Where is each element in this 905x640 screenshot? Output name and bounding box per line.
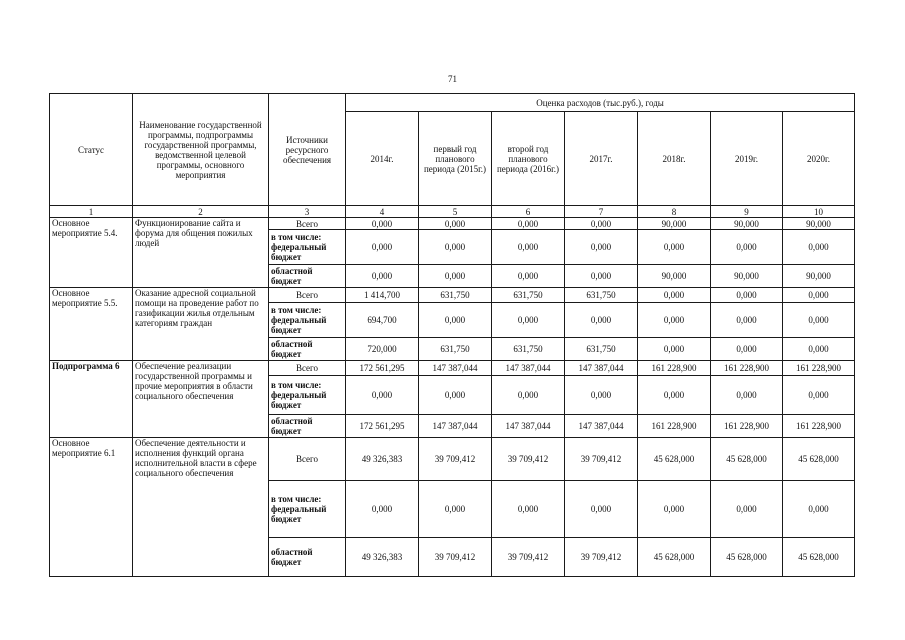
- source-cell: областной бюджет: [269, 265, 346, 288]
- row-status: Основное мероприятие 5.4.: [50, 218, 133, 288]
- source-cell: Всего: [269, 288, 346, 303]
- value-cell: 45 628,000: [783, 538, 855, 577]
- value-cell: 161 228,900: [783, 415, 855, 438]
- value-cell: 631,750: [492, 288, 565, 303]
- value-cell: 0,000: [492, 303, 565, 338]
- column-number: 9: [711, 206, 783, 218]
- value-cell: 45 628,000: [638, 438, 711, 481]
- row-name: Оказание адресной социальной помощи на проведение работ по газификации жилья отдельным категориям граждан: [133, 288, 269, 361]
- value-cell: 0,000: [419, 218, 492, 230]
- source-cell: в том числе: федеральный бюджет: [269, 376, 346, 415]
- column-number: 3: [269, 206, 346, 218]
- table-row: [50, 218, 855, 230]
- source-cell: областной бюджет: [269, 338, 346, 361]
- source-cell: Всего: [269, 218, 346, 230]
- value-cell: 0,000: [783, 303, 855, 338]
- value-cell: 0,000: [638, 338, 711, 361]
- value-cell: 147 387,044: [492, 415, 565, 438]
- value-cell: 161 228,900: [638, 361, 711, 376]
- value-cell: 90,000: [711, 218, 783, 230]
- column-number: 7: [565, 206, 638, 218]
- value-cell: 0,000: [492, 265, 565, 288]
- value-cell: 694,700: [346, 303, 419, 338]
- source-cell: в том числе: федеральный бюджет: [269, 481, 346, 538]
- value-cell: 0,000: [492, 481, 565, 538]
- value-cell: 0,000: [565, 303, 638, 338]
- header-name: Наименование государственной программы, подпрограммы государственной программы, ведомственной целевой программы, основного мероприятия: [133, 94, 269, 206]
- value-cell: 0,000: [346, 376, 419, 415]
- value-cell: 0,000: [711, 338, 783, 361]
- value-cell: 631,750: [419, 288, 492, 303]
- value-cell: 147 387,044: [565, 415, 638, 438]
- value-cell: 161 228,900: [783, 361, 855, 376]
- value-cell: 0,000: [783, 481, 855, 538]
- value-cell: 90,000: [638, 218, 711, 230]
- value-cell: 0,000: [638, 230, 711, 265]
- row-name: Обеспечение деятельности и исполнения функций органа исполнительной власти в сфере социального обеспечения: [133, 438, 269, 577]
- value-cell: 0,000: [346, 218, 419, 230]
- source-cell: в том числе: федеральный бюджет: [269, 303, 346, 338]
- value-cell: 631,750: [492, 338, 565, 361]
- source-cell: Всего: [269, 361, 346, 376]
- value-cell: 45 628,000: [711, 438, 783, 481]
- header-estimate: Оценка расходов (тыс.руб.), годы: [346, 94, 855, 112]
- source-cell: областной бюджет: [269, 415, 346, 438]
- value-cell: 1 414,700: [346, 288, 419, 303]
- value-cell: 45 628,000: [638, 538, 711, 577]
- table-row: [50, 288, 855, 303]
- source-cell: Всего: [269, 438, 346, 481]
- value-cell: 720,000: [346, 338, 419, 361]
- value-cell: 0,000: [419, 303, 492, 338]
- value-cell: 0,000: [711, 288, 783, 303]
- value-cell: 0,000: [346, 265, 419, 288]
- table-row: [50, 438, 855, 481]
- value-cell: 0,000: [638, 376, 711, 415]
- value-cell: 45 628,000: [783, 438, 855, 481]
- source-cell: в том числе: федеральный бюджет: [269, 230, 346, 265]
- value-cell: 0,000: [565, 376, 638, 415]
- table-row: [50, 361, 855, 376]
- value-cell: 0,000: [783, 230, 855, 265]
- value-cell: 39 709,412: [565, 538, 638, 577]
- value-cell: 39 709,412: [492, 438, 565, 481]
- value-cell: 90,000: [783, 218, 855, 230]
- value-cell: 0,000: [492, 218, 565, 230]
- value-cell: 147 387,044: [419, 415, 492, 438]
- column-number: 2: [133, 206, 269, 218]
- value-cell: 49 326,383: [346, 438, 419, 481]
- header-year: первый год планового периода (2015г.): [419, 112, 492, 206]
- value-cell: 631,750: [565, 288, 638, 303]
- value-cell: 0,000: [565, 265, 638, 288]
- column-number: 10: [783, 206, 855, 218]
- value-cell: 0,000: [565, 218, 638, 230]
- value-cell: 0,000: [711, 376, 783, 415]
- header-year: второй год планового периода (2016г.): [492, 112, 565, 206]
- row-name: Функционирование сайта и форума для общения пожилых людей: [133, 218, 269, 288]
- header-row-1: [50, 94, 855, 112]
- value-cell: 161 228,900: [711, 415, 783, 438]
- value-cell: 90,000: [783, 265, 855, 288]
- value-cell: 0,000: [638, 288, 711, 303]
- value-cell: 631,750: [565, 338, 638, 361]
- page-number: 71: [448, 74, 457, 84]
- value-cell: 0,000: [419, 376, 492, 415]
- header-year: 2014г.: [346, 112, 419, 206]
- header-year: 2017г.: [565, 112, 638, 206]
- value-cell: 0,000: [419, 481, 492, 538]
- value-cell: 0,000: [565, 230, 638, 265]
- value-cell: 0,000: [711, 481, 783, 538]
- column-number-row: [50, 206, 855, 218]
- value-cell: 0,000: [711, 303, 783, 338]
- header-source: Источники ресурсного обеспечения: [269, 94, 346, 206]
- value-cell: 161 228,900: [638, 415, 711, 438]
- header-status: Статус: [50, 94, 133, 206]
- row-name: Обеспечение реализации государственной программы и прочие мероприятия в области социального обеспечения: [133, 361, 269, 438]
- row-status: Основное мероприятие 5.5.: [50, 288, 133, 361]
- value-cell: 0,000: [492, 376, 565, 415]
- column-number: 5: [419, 206, 492, 218]
- value-cell: 147 387,044: [419, 361, 492, 376]
- header-year: 2019г.: [711, 112, 783, 206]
- row-status: Подпрограмма 6: [50, 361, 133, 438]
- value-cell: 0,000: [783, 376, 855, 415]
- value-cell: 0,000: [419, 230, 492, 265]
- source-cell: областной бюджет: [269, 538, 346, 577]
- header-year: 2020г.: [783, 112, 855, 206]
- row-status: Основное мероприятие 6.1: [50, 438, 133, 577]
- column-number: 1: [50, 206, 133, 218]
- column-number: 4: [346, 206, 419, 218]
- value-cell: 0,000: [346, 481, 419, 538]
- budget-table: [49, 93, 855, 577]
- value-cell: 39 709,412: [565, 438, 638, 481]
- value-cell: 0,000: [783, 288, 855, 303]
- value-cell: 0,000: [492, 230, 565, 265]
- value-cell: 39 709,412: [419, 438, 492, 481]
- value-cell: 0,000: [419, 265, 492, 288]
- value-cell: 147 387,044: [492, 361, 565, 376]
- value-cell: 49 326,383: [346, 538, 419, 577]
- value-cell: 0,000: [711, 230, 783, 265]
- value-cell: 147 387,044: [565, 361, 638, 376]
- value-cell: 0,000: [638, 303, 711, 338]
- column-number: 6: [492, 206, 565, 218]
- value-cell: 39 709,412: [419, 538, 492, 577]
- header-year: 2018г.: [638, 112, 711, 206]
- value-cell: 39 709,412: [492, 538, 565, 577]
- value-cell: 0,000: [565, 481, 638, 538]
- value-cell: 172 561,295: [346, 415, 419, 438]
- value-cell: 172 561,295: [346, 361, 419, 376]
- column-number: 8: [638, 206, 711, 218]
- value-cell: 45 628,000: [711, 538, 783, 577]
- value-cell: 90,000: [711, 265, 783, 288]
- value-cell: 161 228,900: [711, 361, 783, 376]
- value-cell: 631,750: [419, 338, 492, 361]
- value-cell: 0,000: [783, 338, 855, 361]
- value-cell: 0,000: [638, 481, 711, 538]
- value-cell: 90,000: [638, 265, 711, 288]
- value-cell: 0,000: [346, 230, 419, 265]
